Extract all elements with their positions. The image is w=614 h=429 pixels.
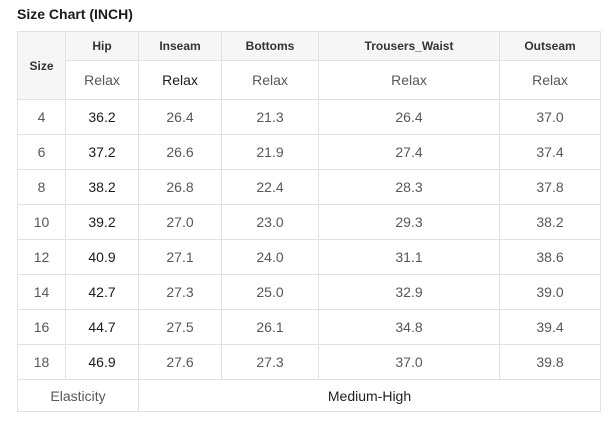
table-row	[18, 170, 601, 205]
table-row	[18, 310, 601, 345]
fit-type-row	[18, 61, 601, 100]
table-row	[18, 275, 601, 310]
measurement-cell: 27.0	[139, 205, 222, 240]
measurement-cell: 27.1	[139, 240, 222, 275]
measurement-cell: 44.7	[66, 310, 139, 345]
measurement-cell: 29.3	[319, 205, 500, 240]
measurement-cell: 31.1	[319, 240, 500, 275]
measurement-cell: 42.7	[66, 275, 139, 310]
size-cell: 14	[18, 275, 66, 310]
elasticity-value: Medium-High	[139, 380, 601, 412]
measurement-cell: 38.6	[500, 240, 601, 275]
column-header-hip: Hip	[66, 32, 139, 61]
measurement-cell: 24.0	[222, 240, 319, 275]
column-header-inseam: Inseam	[139, 32, 222, 61]
measurement-cell: 27.6	[139, 345, 222, 380]
column-header-outseam: Outseam	[500, 32, 601, 61]
size-cell: 16	[18, 310, 66, 345]
measurement-cell: 27.3	[139, 275, 222, 310]
measurement-cell: 39.2	[66, 205, 139, 240]
measurement-cell: 26.1	[222, 310, 319, 345]
size-cell: 12	[18, 240, 66, 275]
measurement-cell: 39.8	[500, 345, 601, 380]
measurement-cell: 23.0	[222, 205, 319, 240]
measurement-cell: 46.9	[66, 345, 139, 380]
size-cell: 8	[18, 170, 66, 205]
measurement-cell: 32.9	[319, 275, 500, 310]
measurement-cell: 21.9	[222, 135, 319, 170]
measurement-cell: 37.8	[500, 170, 601, 205]
measurement-cell: 37.2	[66, 135, 139, 170]
measurement-cell: 37.4	[500, 135, 601, 170]
measurement-cell: 40.9	[66, 240, 139, 275]
fit-cell-inseam: Relax	[139, 61, 222, 100]
column-header-row	[18, 32, 601, 61]
measurement-cell: 22.4	[222, 170, 319, 205]
measurement-cell: 37.0	[319, 345, 500, 380]
measurement-cell: 39.0	[500, 275, 601, 310]
column-header-size: Size	[18, 32, 66, 100]
measurement-cell: 38.2	[66, 170, 139, 205]
measurement-cell: 34.8	[319, 310, 500, 345]
size-rows-body	[18, 100, 601, 380]
measurement-cell: 28.3	[319, 170, 500, 205]
fit-cell-outseam: Relax	[500, 61, 601, 100]
measurement-cell: 26.4	[319, 100, 500, 135]
column-header-trousers-waist: Trousers_Waist	[319, 32, 500, 61]
size-chart-title: Size Chart (INCH)	[17, 6, 133, 22]
table-row	[18, 240, 601, 275]
measurement-cell: 27.4	[319, 135, 500, 170]
size-chart-table	[17, 31, 601, 412]
fit-cell-bottoms: Relax	[222, 61, 319, 100]
measurement-cell: 38.2	[500, 205, 601, 240]
table-row	[18, 135, 601, 170]
fit-cell-hip: Relax	[66, 61, 139, 100]
fit-cell-trousers-waist: Relax	[319, 61, 500, 100]
table-row	[18, 100, 601, 135]
measurement-cell: 25.0	[222, 275, 319, 310]
column-header-bottoms: Bottoms	[222, 32, 319, 61]
size-cell: 4	[18, 100, 66, 135]
elasticity-label: Elasticity	[18, 380, 139, 412]
measurement-cell: 27.3	[222, 345, 319, 380]
table-row	[18, 345, 601, 380]
measurement-cell: 37.0	[500, 100, 601, 135]
measurement-cell: 26.4	[139, 100, 222, 135]
measurement-cell: 26.8	[139, 170, 222, 205]
elasticity-row	[18, 380, 601, 412]
measurement-cell: 39.4	[500, 310, 601, 345]
size-cell: 6	[18, 135, 66, 170]
measurement-cell: 21.3	[222, 100, 319, 135]
measurement-cell: 36.2	[66, 100, 139, 135]
size-cell: 18	[18, 345, 66, 380]
table-row	[18, 205, 601, 240]
size-cell: 10	[18, 205, 66, 240]
measurement-cell: 26.6	[139, 135, 222, 170]
measurement-cell: 27.5	[139, 310, 222, 345]
